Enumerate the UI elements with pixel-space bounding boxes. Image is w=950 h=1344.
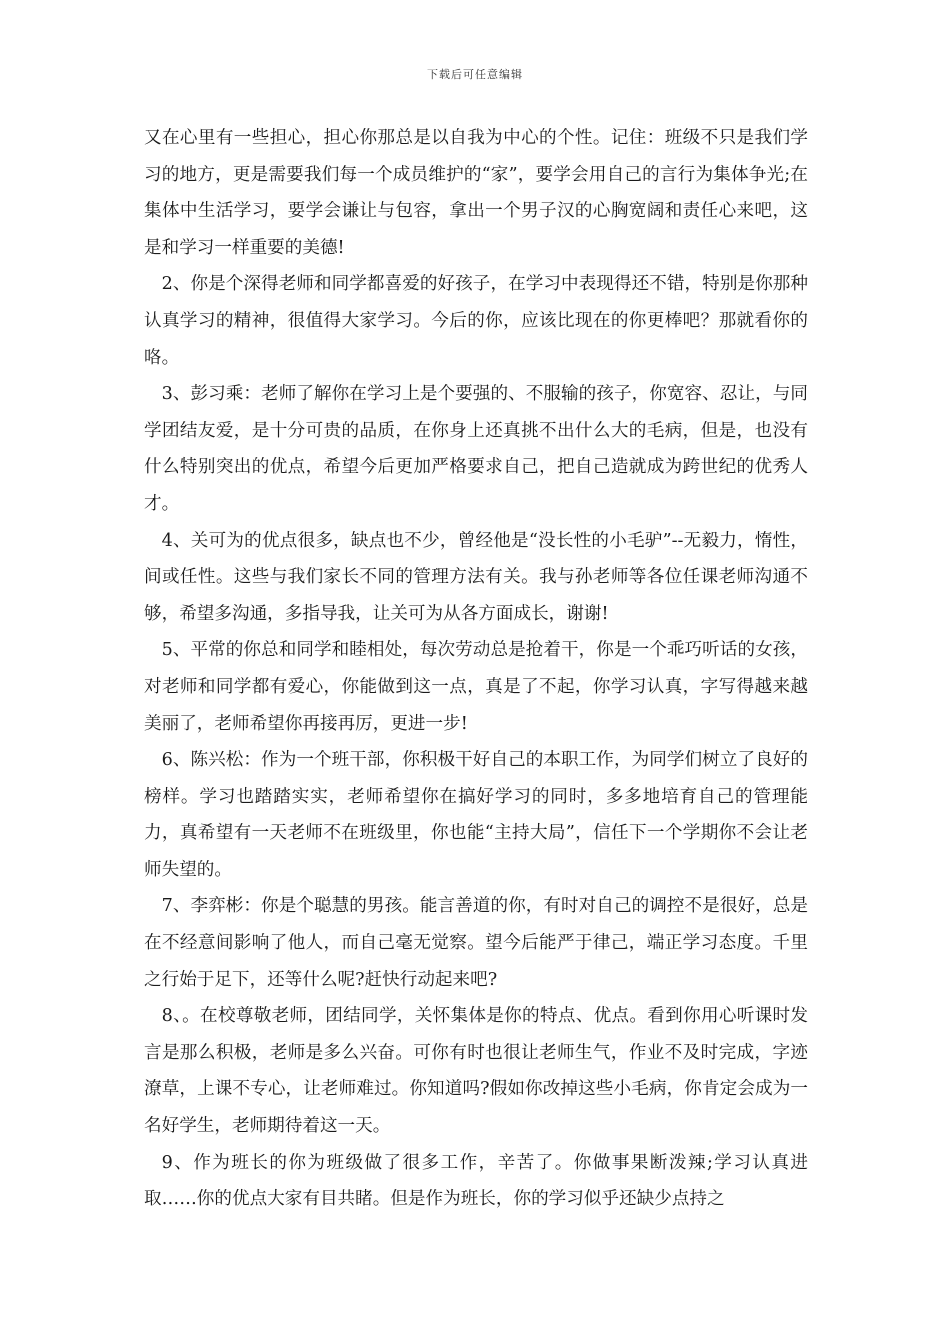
- document-body: [144, 120, 808, 1218]
- page-header: 下载后可任意编辑: [427, 68, 523, 81]
- paragraph-continuation: 又在心里有一些担心，担心你那总是以自我为中心的个性。记住：班级不只是我们学习的地方，更是需要我们每一个成员维护的“家”，要学会用自己的言行为集体争光;在集体中生活学习，要学会谦让与包容，拿出一个男子汉的心胸宽阔和责任心来吧，这是和学习一样重要的美德!: [144, 128, 808, 258]
- paragraph-item-8: 8、。在校尊敬老师，团结同学，关怀集体是你的特点、优点。看到你用心听课时发言是那么积极，老师是多么兴奋。可你有时也很让老师生气，作业不及时完成，字迹潦草，上课不专心，让老师难过。你知道吗?假如你改掉这些小毛病，你肯定会成为一名好学生，老师期待着这一天。: [144, 1006, 808, 1137]
- paragraph-item-4: 4、关可为的优点很多，缺点也不少，曾经他是“没长性的小毛驴”--无毅力，惰性，间或任性。这些与我们家长不同的管理方法有关。我与孙老师等各位任课老师沟通不够，希望多沟通，多指导我，让关可为从各方面成长，谢谢!: [144, 530, 808, 624]
- paragraph-item-9: 9、作为班长的你为班级做了很多工作，辛苦了。你做事果断泼辣;学习认真进取……你的优点大家有目共睹。但是作为班长，你的学习似乎还缺少点持之: [144, 1152, 808, 1210]
- paragraph-item-5: 5、平常的你总和同学和睦相处，每次劳动总是抢着干，你是一个乖巧听话的女孩，对老师和同学都有爱心，你能做到这一点，真是了不起，你学习认真，字写得越来越美丽了，老师希望你再接再厉，更进一步!: [144, 640, 808, 734]
- paragraph-item-6: 6、陈兴松：作为一个班干部，你积极干好自己的本职工作，为同学们树立了良好的榜样。学习也踏踏实实，老师希望你在搞好学习的同时，多多地培育自己的管理能力，真希望有一天老师不在班级里，你也能“主持大局”，信任下一个学期你不会让老师失望的。: [144, 750, 808, 880]
- paragraph-item-3: 3、彭习乘：老师了解你在学习上是个要强的、不服输的孩子，你宽容、忍让，与同学团结友爱，是十分可贵的品质，在你身上还真挑不出什么大的毛病，但是，也没有什么特别突出的优点，希望今后更加严格要求自己，把自己造就成为跨世纪的优秀人才。: [144, 384, 808, 514]
- paragraph-item-2: 2、你是个深得老师和同学都喜爱的好孩子，在学习中表现得还不错，特别是你那种认真学习的精神，很值得大家学习。今后的你，应该比现在的你更棒吧？那就看你的咯。: [144, 274, 808, 368]
- paragraph-item-7: 7、李弈彬：你是个聪慧的男孩。能言善道的你，有时对自己的调控不是很好，总是在不经意间影响了他人，而自己毫无觉察。望今后能严于律己，端正学习态度。千里之行始于足下，还等什么呢?赶快行动起来吧?: [144, 896, 808, 990]
